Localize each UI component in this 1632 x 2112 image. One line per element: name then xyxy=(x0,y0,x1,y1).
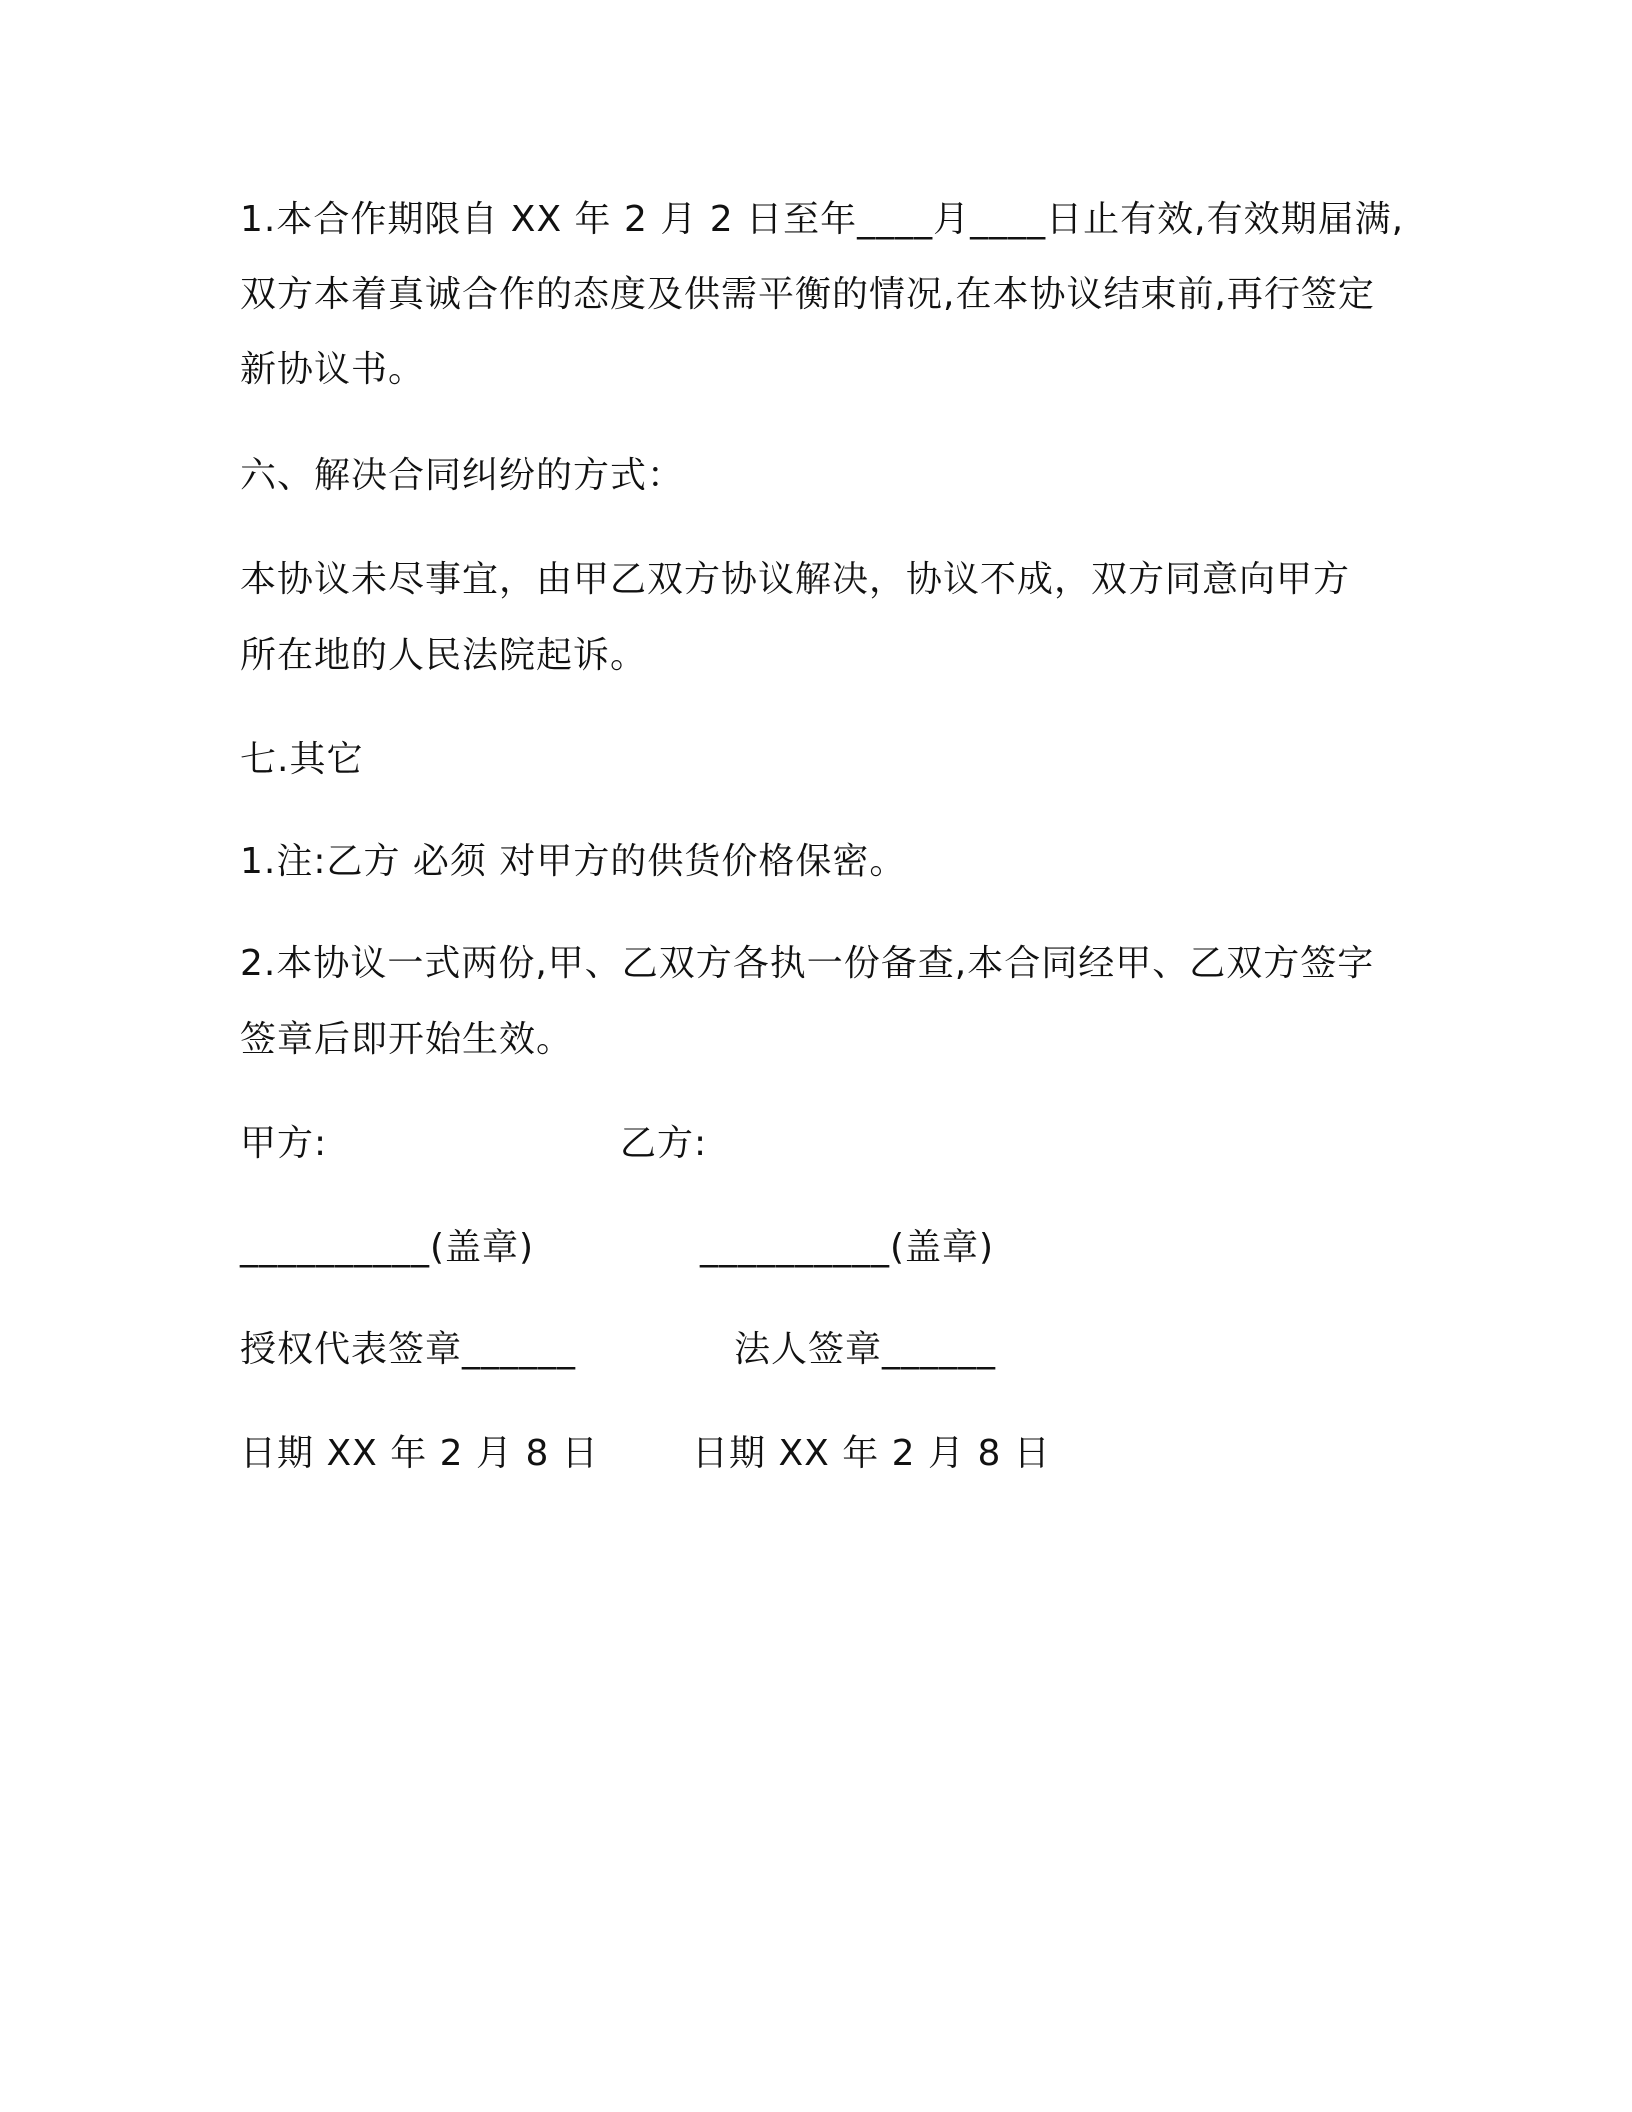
section-7-item-2-line-1: 2.本协议一式两份,甲、乙双方各执一份备查,本合同经甲、乙双方签字 xyxy=(240,943,1375,984)
party-a-representative-signature: 授权代表签章______ xyxy=(240,1329,577,1370)
term-paragraph-line-2: 双方本着真诚合作的态度及供需平衡的情况,在本协议结束前,再行签定 xyxy=(240,274,1375,315)
section-6-body-line-2: 所在地的人民法院起诉。 xyxy=(240,635,648,676)
section-7-heading: 七.其它 xyxy=(240,739,364,780)
party-b-seal-line: __________(盖章) xyxy=(700,1227,995,1268)
term-paragraph-line-3: 新协议书。 xyxy=(240,349,426,390)
section-7-item-2-line-2: 签章后即开始生效。 xyxy=(240,1019,574,1060)
party-a-date: 日期 XX 年 2 月 8 日 xyxy=(240,1433,599,1474)
party-b-label: 乙方: xyxy=(620,1123,708,1164)
section-6-heading: 六、解决合同纠纷的方式： xyxy=(240,455,685,496)
section-7-item-1: 1.注:乙方 必须 对甲方的供货价格保密。 xyxy=(240,841,907,882)
party-a-seal-line: __________(盖章) xyxy=(240,1227,535,1268)
term-paragraph-line-1: 1.本合作期限自 XX 年 2 月 2 日至年____月____日止有效,有效期届满, xyxy=(240,199,1405,240)
party-b-date: 日期 XX 年 2 月 8 日 xyxy=(692,1433,1051,1474)
party-b-legal-person-signature: 法人签章______ xyxy=(734,1329,997,1370)
party-a-label: 甲方: xyxy=(240,1123,328,1164)
section-6-body-line-1: 本协议未尽事宜，由甲乙双方协议解决，协议不成，双方同意向甲方 xyxy=(240,559,1351,600)
